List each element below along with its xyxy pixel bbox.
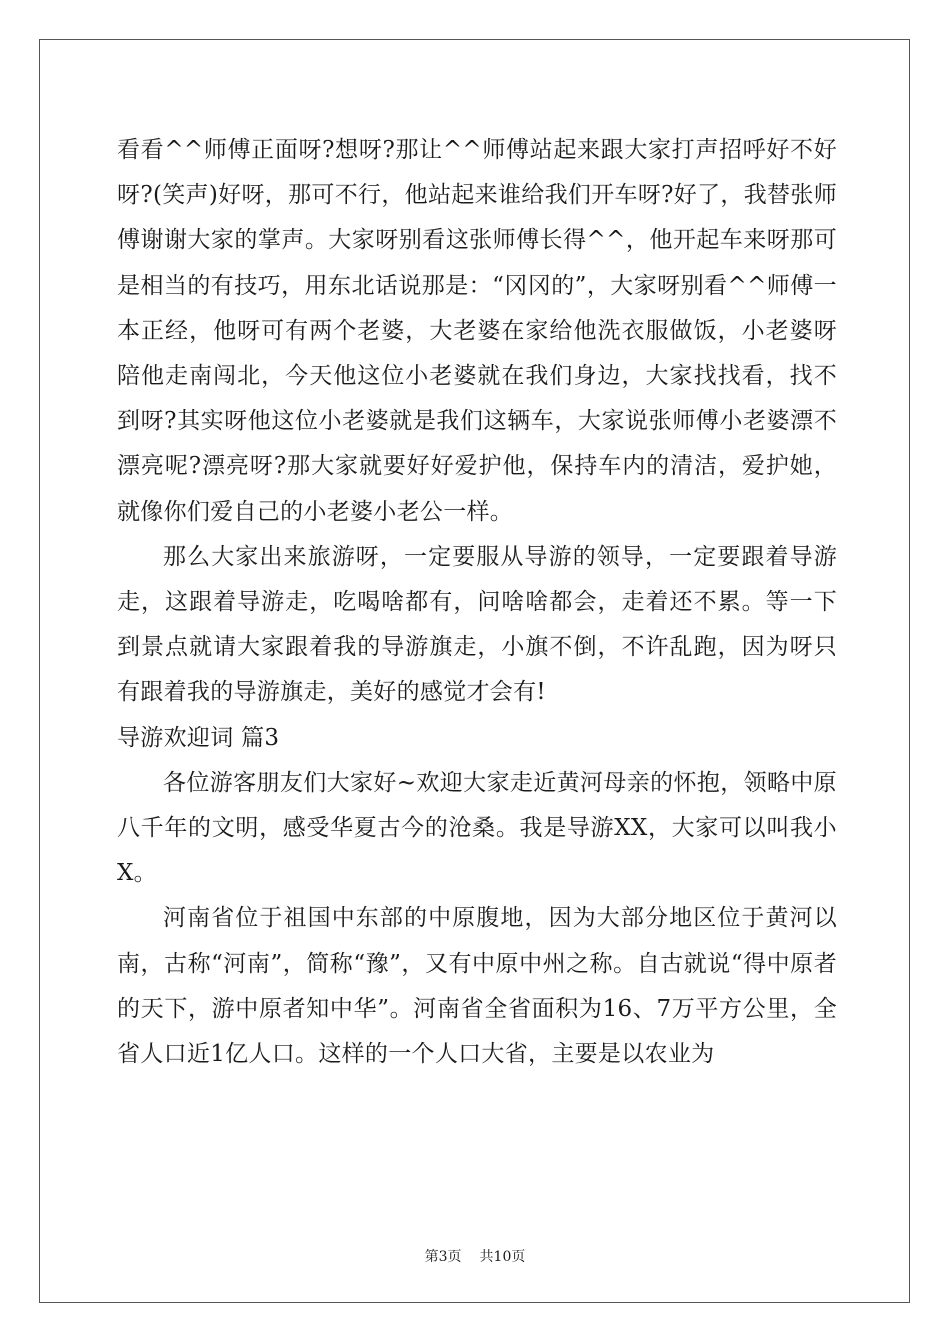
paragraph-2: 那么大家出来旅游呀，一定要服从导游的领导，一定要跟着导游走，这跟着导游走，吃喝啥都有，问啥啥都会，走着还不累。等一下到景点就请大家跟着我的导游旗走，小旗不倒，不许乱跑，因为呀只有跟着我的导游旗走，美好的感觉才会有! (117, 543, 837, 706)
paragraph-1: 看看^^师傅正面呀?想呀?那让^^师傅站起来跟大家打声招呼好不好呀?(笑声)好呀，那可不行，他站起来谁给我们开车呀?好了，我替张师傅谢谢大家的掌声。大家呀别看这张师傅长得^^，他开起车来呀那可是相当的有技巧，用东北话说那是：“冈冈的”，大家呀别看^^师傅一本正经，他呀可有两个老婆，大老婆在家给他洗衣服做饭，小老婆呀陪他走南闯北，今天他这位小老婆就在我们身边，大家找找看，找不到呀?其实呀他这位小老婆就是我们这辆车，大家说张师傅小老婆漂不漂亮呢?漂亮呀?那大家就要好好爱护他，保持车内的清洁，爱护她，就像你们爱自己的小老婆小老公一样。 (117, 137, 837, 525)
section-heading: 导游欢迎词 篇3 (117, 724, 280, 751)
paragraph-4: 河南省位于祖国中东部的中原腹地，因为大部分地区位于黄河以南，古称“河南”，简称“豫”，又有中原中州之称。自古就说“得中原者的天下，游中原者知中华”。河南省全省面积为16、7万平方公里，全省人口近1亿人口。这样的一个人口大省，主要是以农业为 (117, 905, 837, 1068)
page-total: 共10页 (479, 1249, 526, 1265)
page-number: 第3页 (424, 1249, 462, 1265)
document-body (117, 128, 837, 1077)
paragraph-3: 各位游客朋友们大家好~欢迎大家走近黄河母亲的怀抱，领略中原八千年的文明，感受华夏古今的沧桑。我是导游XX，大家可以叫我小X。 (117, 769, 837, 887)
page-footer (0, 1246, 950, 1266)
